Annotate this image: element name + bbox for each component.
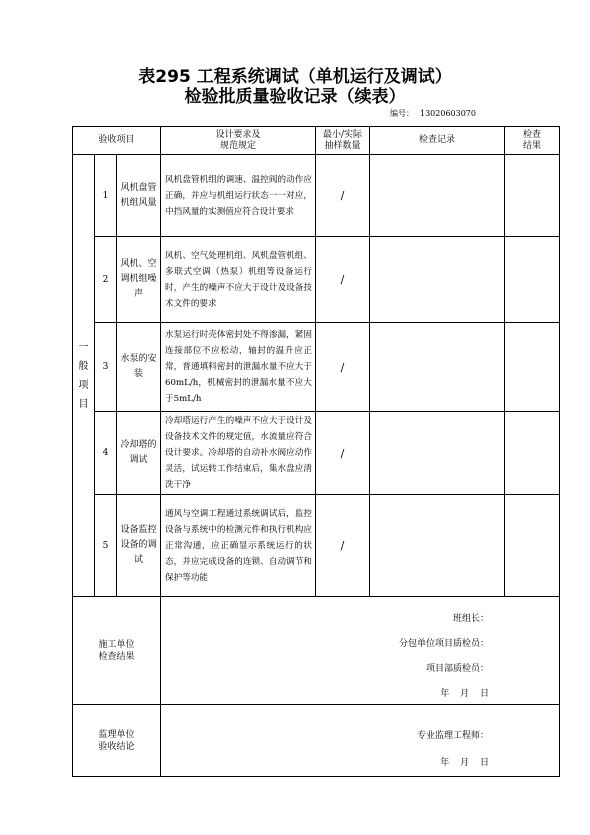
row-record[interactable] xyxy=(370,412,505,495)
supervision-row xyxy=(73,705,560,777)
row-sample: / xyxy=(316,323,370,412)
team-leader-label: 班组长： xyxy=(453,614,490,624)
project-inspector-label: 项目部质检员： xyxy=(426,664,490,674)
row-item: 水泵的安装 xyxy=(117,323,161,412)
row-number: 1 xyxy=(95,155,117,237)
row-item: 风机、空调机组噪声 xyxy=(117,237,161,323)
row-number: 2 xyxy=(95,237,117,323)
row-item: 设备监控设备的调试 xyxy=(117,495,161,597)
header-spec: 设计要求及 规范规定 xyxy=(161,127,316,155)
row-requirement: 冷却塔运行产生的噪声不应大于设计及设备技术文件的规定值，水流量应符合设计要求。冷却塔的自动补水阀应动作灵活，试运转工作结束后，集水盘应清洗干净 xyxy=(161,412,316,495)
row-result[interactable] xyxy=(505,495,560,597)
form-code xyxy=(390,108,476,119)
form-code-label: 编号： xyxy=(390,109,414,118)
row-result[interactable] xyxy=(505,323,560,412)
construction-sign-area[interactable] xyxy=(161,597,560,705)
supervision-date: 年 月 日 xyxy=(440,758,494,768)
form-title-line1: 表295 工程系统调试（单机运行及调试） xyxy=(138,67,452,87)
row-requirement: 风机盘管机组的调速、温控阀的动作应正确，并应与机组运行状态一一对应，中挡风量的实测值应符合设计要求 xyxy=(161,155,316,237)
category-general: 一 般 项 目 xyxy=(73,155,95,597)
row-result[interactable] xyxy=(505,237,560,323)
row-item: 风机盘管机组风量 xyxy=(117,155,161,237)
row-record[interactable] xyxy=(370,323,505,412)
row-sample: / xyxy=(316,412,370,495)
row-sample: / xyxy=(316,495,370,597)
form-title-line2: 检验批质量验收记录（续表） xyxy=(184,87,406,107)
header-sample: 最小/实际 抽样数量 xyxy=(316,127,370,155)
row-sample: / xyxy=(316,237,370,323)
inspection-table xyxy=(72,126,560,777)
row-record[interactable] xyxy=(370,495,505,597)
row-requirement: 水泵运行时壳体密封处不得渗漏，紧固连接部位不应松动，轴封的温升应正常，普通填料密封的泄漏水量不应大于60mL/h，机械密封的泄漏水量不应大于5mL/h xyxy=(161,323,316,412)
construction-label: 施工单位 检查结果 xyxy=(73,597,161,705)
row-result[interactable] xyxy=(505,155,560,237)
table-row xyxy=(73,495,560,597)
form-code-value: 13020603070 xyxy=(420,109,476,118)
sub-inspector-label: 分包单位项目质检员： xyxy=(399,639,490,649)
construction-date: 年 月 日 xyxy=(440,689,494,699)
table-row xyxy=(73,323,560,412)
header-record: 检查记录 xyxy=(370,127,505,155)
header-item: 验收项目 xyxy=(73,127,161,155)
supervision-label: 监理单位 验收结论 xyxy=(73,705,161,777)
table-row xyxy=(73,155,560,237)
construction-row xyxy=(73,597,560,705)
row-number: 5 xyxy=(95,495,117,597)
row-item: 冷却塔的调试 xyxy=(117,412,161,495)
supervision-sign-area[interactable] xyxy=(161,705,560,777)
row-record[interactable] xyxy=(370,237,505,323)
row-result[interactable] xyxy=(505,412,560,495)
row-number: 4 xyxy=(95,412,117,495)
row-number: 3 xyxy=(95,323,117,412)
header-result: 检查 结果 xyxy=(505,127,560,155)
table-row xyxy=(73,412,560,495)
row-record[interactable] xyxy=(370,155,505,237)
supervision-engineer-label: 专业监理工程师： xyxy=(417,731,490,741)
row-sample: / xyxy=(316,155,370,237)
table-row xyxy=(73,237,560,323)
table-header-row xyxy=(73,127,560,155)
row-requirement: 风机、空气处理机组、风机盘管机组、多联式空调（热泵）机组等设备运行时，产生的噪声不应大于设计及设备技术文件的要求 xyxy=(161,237,316,323)
row-requirement: 通风与空调工程通过系统调试后，监控设备与系统中的检测元件和执行机构应正常沟通，应正确显示系统运行的状态，并应完成设备的连锁、自动调节和保护等功能 xyxy=(161,495,316,597)
